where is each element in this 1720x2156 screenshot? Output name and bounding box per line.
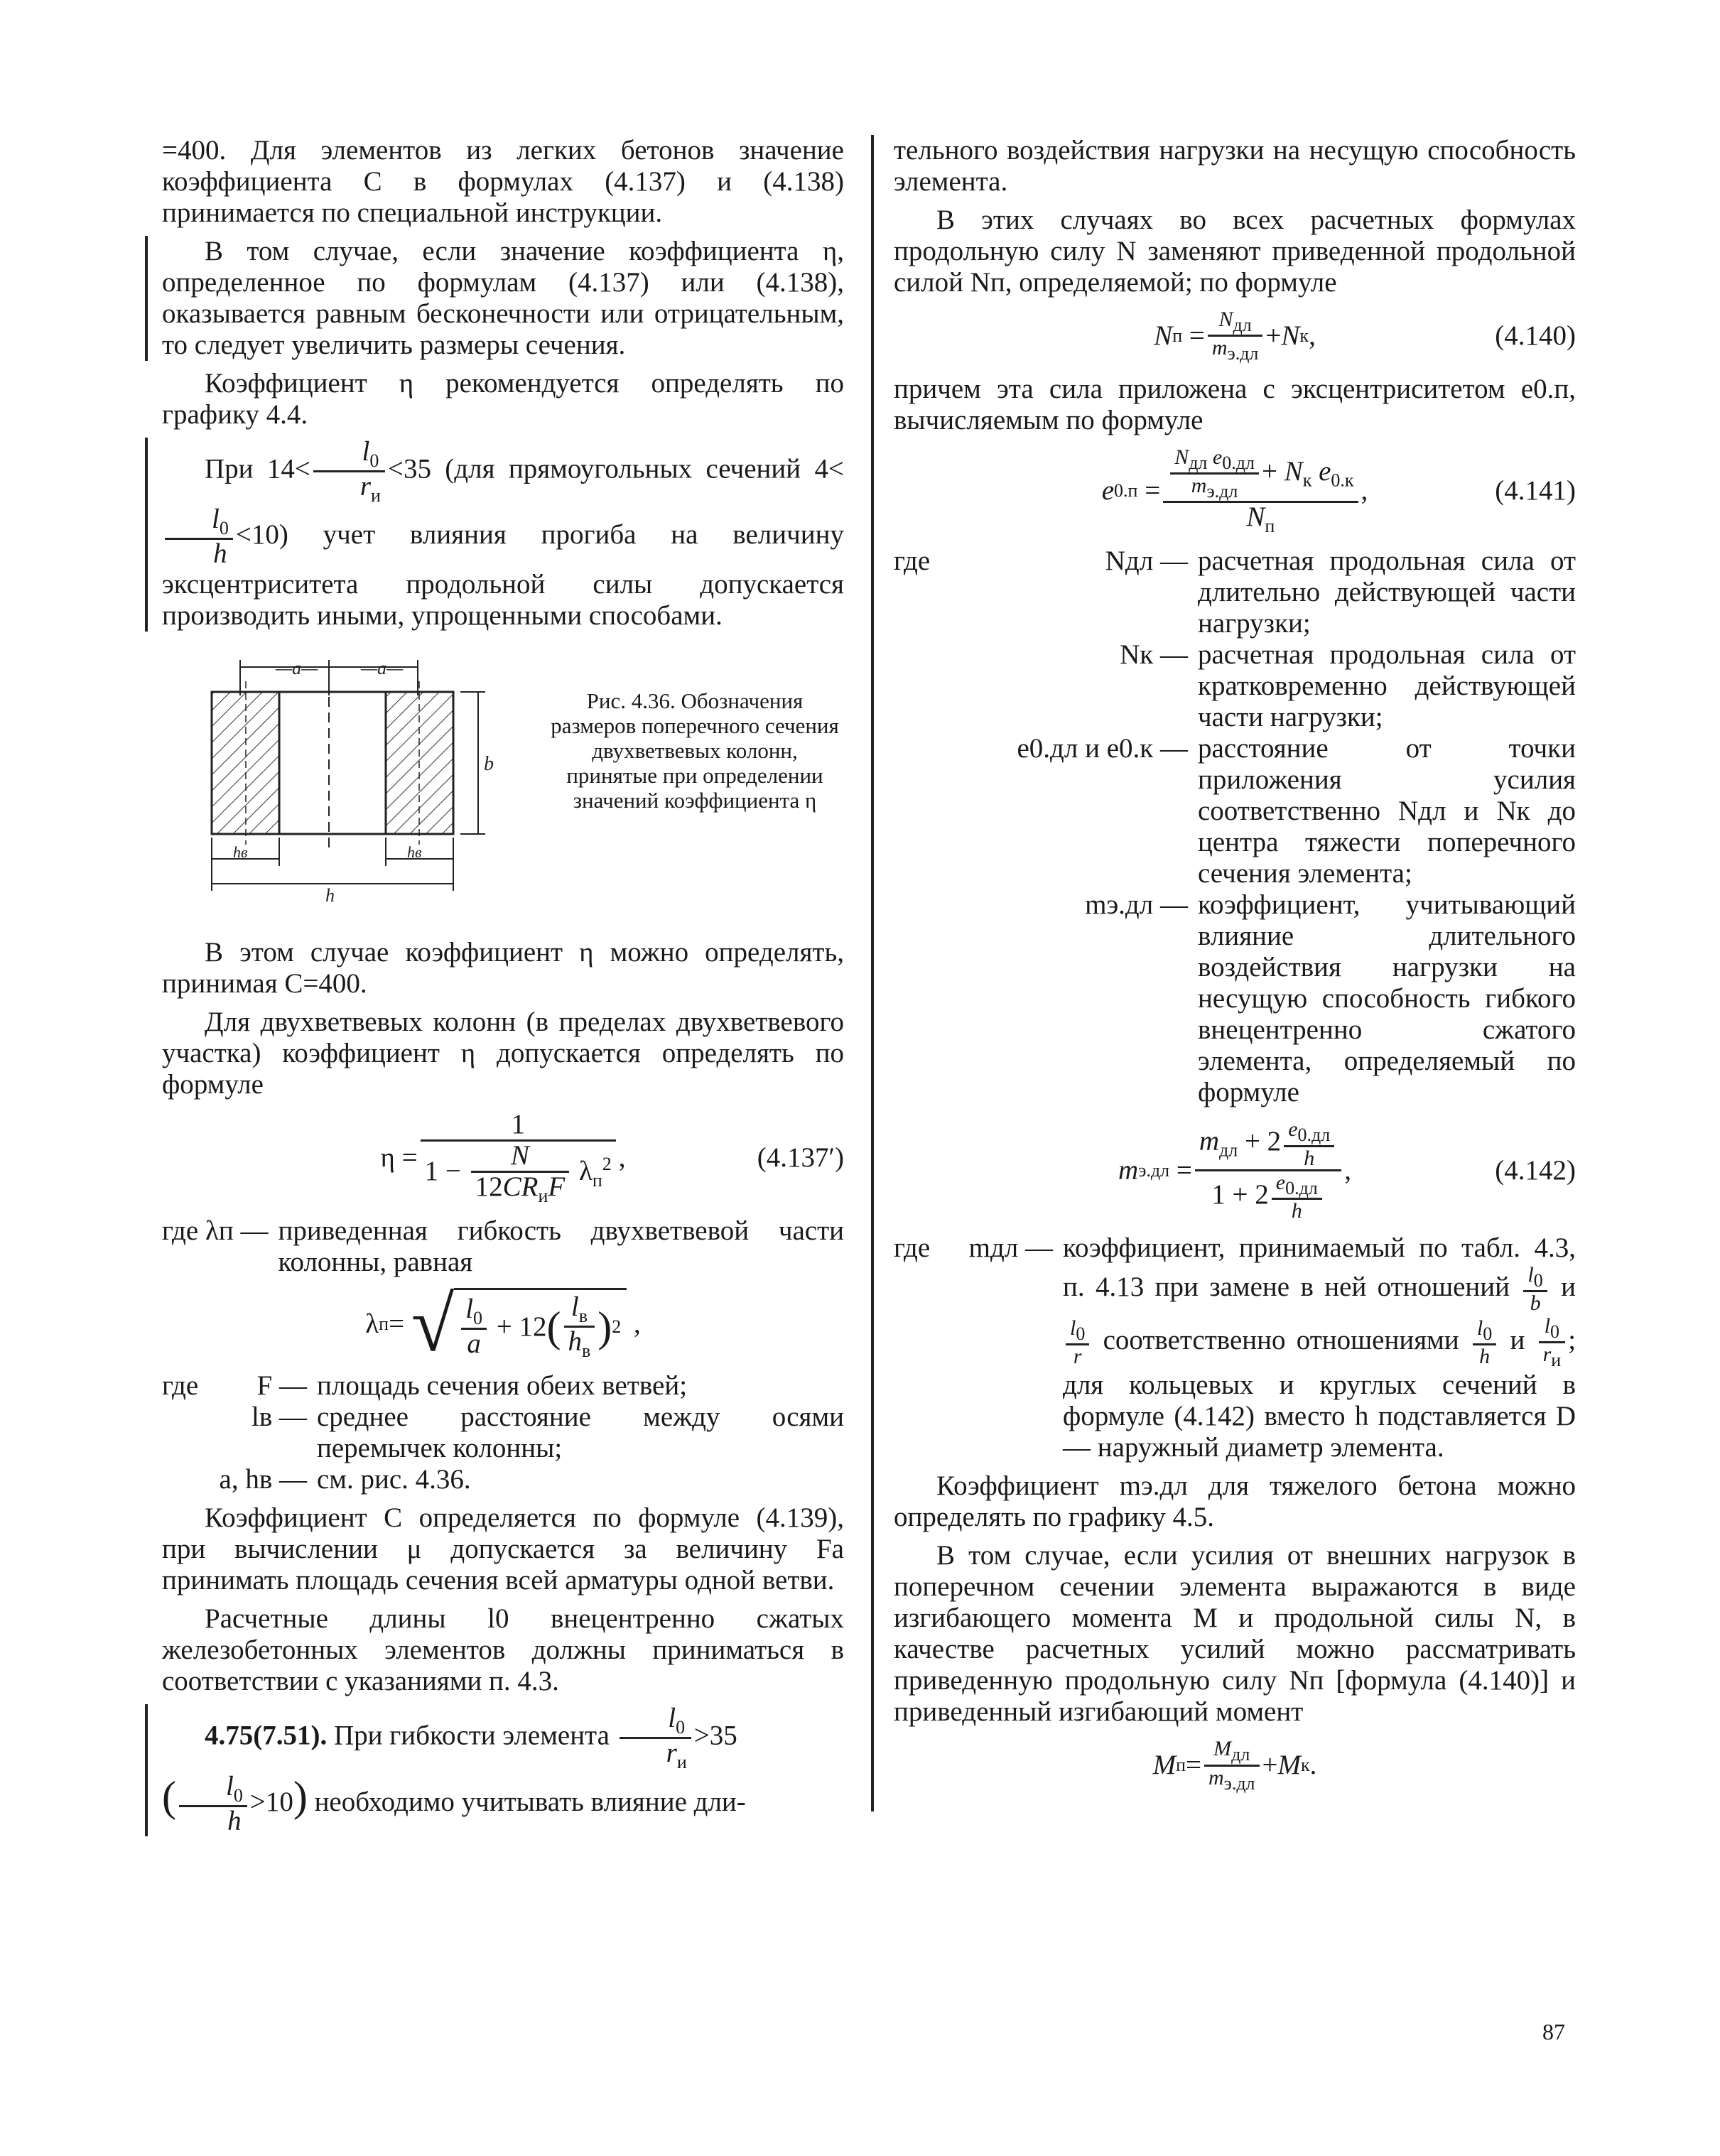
ratio-l0-h: $\frac{l_0}{h}$ xyxy=(165,505,233,569)
right-paragraph-1: тельного воздействия нагрузки на несущую способность элемента. xyxy=(894,135,1576,197)
equation-lambda-n: λ п = √ $\frac{l_0}{a}$ + 12 ( $\frac{l_в}{h_в}$ ) 2 , xyxy=(365,1281,641,1368)
left-paragraph-3: Коэффициент η рекомендуется определять по графику 4.4. xyxy=(162,368,844,430)
cross-section-diagram xyxy=(205,653,574,909)
where-block-lambda: где λп — приведенная гибкость двухветвевой части колонны, равная xyxy=(162,1215,844,1278)
right-column xyxy=(894,135,1576,1803)
left-paragraph-1: =400. Для элементов из легких бетонов значение коэффициента C в формулах (4.137) и (4.138) принимается по специальной инструкции. xyxy=(162,135,844,228)
figure-4-36 xyxy=(162,653,844,909)
equation-number-4-140: (4.140) xyxy=(1495,320,1576,351)
where-block-definitions: где Nдл — расчетная продольная сила от длительно действующей части нагрузки; Nк — расчетная продольная сила от кратковременно действующей части нагрузки; e0.дл и e0.к — расстояние от точки приложения усилия соответственно Nдл и Nк до центра тяжести поперечного сечения элемента; mэ.дл — коэффициент, учитывающий влияние длительного воздействия нагрузки на несущую способность гибкого внецентренно сжатого элемента, определяемый по формуле xyxy=(894,546,1576,1108)
left-paragraph-7: Коэффициент C определяется по формуле (4.139), при вычислении μ допускается за величину Fа принимать площадь сечения всей арматуры одной ветви. xyxy=(162,1502,844,1596)
equation-moment: M п = $\frac{M_{дл}}{m_{э.дл}}$ + M к . xyxy=(1152,1737,1317,1794)
dim-label-a-left: —a— xyxy=(276,658,318,679)
left-paragraph-2: В том случае, если значение коэффициента η, определенное по формулам (4.137) или (4.138), оказывается равным бесконечности или отрицательным, то следует увеличить размеры сечения. xyxy=(145,236,844,361)
equation-4-137-prime: η = 1 1 − $\frac{N}{12CR_иF}$ $\lambda_п^2$ , (4.137′) xyxy=(380,1109,844,1206)
right-paragraph-3: причем эта сила приложена с эксцентриситетом e0.п, вычисляемым по формуле xyxy=(894,373,1576,435)
where-block-mdl: где mдл — коэффициент, принимаемый по табл. 4.3, п. 4.13 при замене в ней отношений $\frac{l_0}{b}$ и $\frac{l_0}{r}$ соответственно отношениями $\frac{l_0}{h}$ и $\frac{l_0}{r_и}$ ; для кольцевых и круглых сечений в формуле (4.142) вместо h подставляется D — наружный диаметр элемента. xyxy=(894,1232,1576,1463)
equation-number-4-141: (4.141) xyxy=(1495,475,1576,506)
dim-label-b: b xyxy=(484,753,494,776)
dim-label-hv-left: hв xyxy=(233,843,248,862)
left-paragraph-5: В этом случае коэффициент η можно определять, принимая C=400. xyxy=(162,937,844,1000)
ratio-l0-rn: $\frac{l_0}{r_и}$ xyxy=(313,438,385,505)
page-number: 87 xyxy=(1542,2019,1565,2044)
right-paragraph-5: В том случае, если усилия от внешних нагрузок в поперечном сечении элемента выражаются в виде изгибающего момента M и продольной силы N, в качестве расчетных усилий можно рассматривать приведенную продольную силу Nп [формула (4.140)] и приведенный изгибающий момент xyxy=(894,1540,1576,1728)
equation-4-140: N п = $\frac{N_{дл}}{m_{э.дл}}$ + N к , (4.140) xyxy=(1154,308,1576,364)
left-paragraph-9: 4.75(7.51). При гибкости элемента $\frac{l_0}{r_и}$ >35 ( $\frac{l_0}{h}$ >10) необходимо учитывать влияние дли- xyxy=(145,1704,844,1836)
equation-number-4-137-prime: (4.137′) xyxy=(757,1142,844,1174)
where-block-variables: где F — площадь сечения обеих ветвей; lв — среднее расстояние между осями перемычек колонны; a, hв — см. рис. 4.36. xyxy=(162,1370,844,1495)
dim-label-h: h xyxy=(325,885,335,906)
left-column xyxy=(162,135,844,1836)
equation-4-142: m э.дл = $m_{дл} + 2$ $\frac{e_{0.дл}}{h}$ 1 + 2 $\frac{e_{0.дл}}{h}$ , (4.142) xyxy=(1118,1117,1576,1223)
column-rule xyxy=(871,135,874,1811)
left-paragraph-6: Для двухветвевых колонн (в пределах двухветвевого участка) коэффициент η допускается определять по формуле xyxy=(162,1007,844,1100)
figure-caption: Рис. 4.36. Обозначения размеров поперечного сечения двухветвевых колонн, принятые при определении значений коэффициента η xyxy=(551,688,839,813)
dim-label-hv-right: hв xyxy=(407,843,422,862)
dim-label-a-right: —a— xyxy=(361,658,404,679)
equation-number-4-142: (4.142) xyxy=(1495,1154,1576,1186)
right-paragraph-2: В этих случаях во всех расчетных формулах продольную силу N заменяют приведенной продольной силой Nп, определяемой; по формуле xyxy=(894,205,1576,298)
right-paragraph-4: Коэффициент mэ.дл для тяжелого бетона можно определять по графику 4.5. xyxy=(894,1470,1576,1533)
left-paragraph-8: Расчетные длины l0 внецентренно сжатых железобетонных элементов должны приниматься в соответствии с указаниями п. 4.3. xyxy=(162,1603,844,1697)
left-paragraph-4: При 14< $\frac{l_0}{r_и}$ <35 (для прямоугольных сечений 4< $\frac{l_0}{h}$ <10) учет влияния прогиба на величину эксцентриситета продольной силы допускается производить иными, упрощенными способами. xyxy=(145,438,844,632)
equation-4-141: e 0.п = $\frac{N_{дл} e_{0.дл}}{m_{э.дл}}$ + $N_к$ $e_{0.к}$ $N_п$ , (4.141) xyxy=(1101,445,1576,536)
